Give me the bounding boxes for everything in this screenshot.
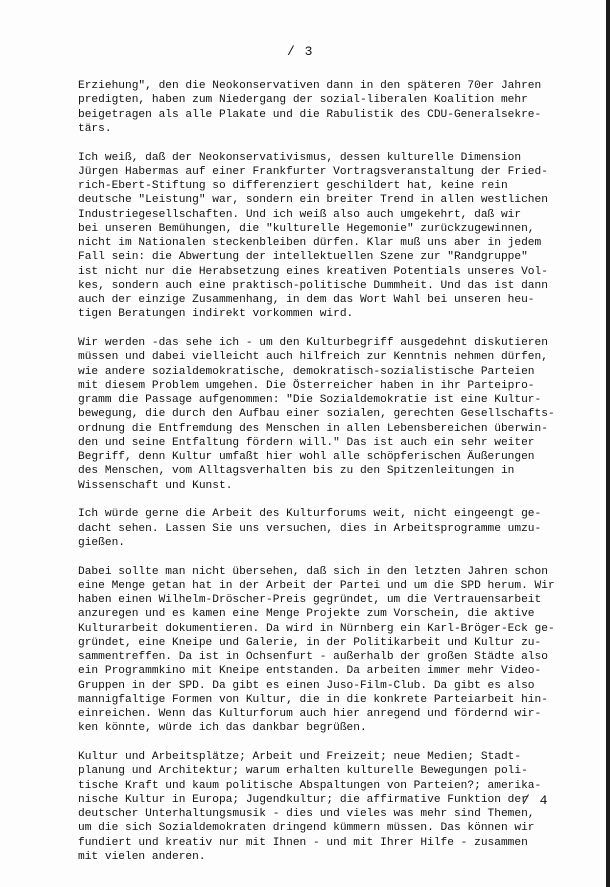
text-line: Ich weiß, daß der Neokonservativismus, dessen kulturelle Dimension [78,151,522,164]
text-line: anzuregen und es kamen eine Menge Projekte zum Vorschein, die aktive [78,608,535,621]
text-line: fundiert und kreativ nur mit Ihnen - und mit Ihrer Hilfe - zusammen [78,836,528,849]
text-line: planung und Architektur; warum erhalten kulturelle Bewegungen poli- [78,765,528,778]
text-line: auch der einzige Zusammenhang, in dem das Wort Wahl bei unseren heu- [78,294,535,306]
text-line: nische Kultur in Europa; Jugendkultur; die affirmative Funktion der [78,793,528,806]
text-line: wie andere sozialdemokratische, demokratisch-sozialistische Parteien [78,365,535,378]
paragraph [78,565,592,736]
text-line: mannigfaltige Formen von Kultur, die in die konkrete Parteiarbeit hin- [78,693,548,706]
paragraph [78,336,592,493]
paragraph [78,79,592,136]
text-line: Kultur und Arbeitsplätze; Arbeit und Freizeit; neue Medien; Stadt- [78,751,522,763]
text-line: mit vielen anderen. [78,850,206,863]
text-line: ordnung die Entfremdung des Menschen in allen Lebensbereichen überwin- [78,422,548,435]
text-line: des Menschen, vom Alltagsverhalten bis zu den Spitzenleitungen in [78,465,515,478]
text-line: tigen Beratungen indirekt vorkommen wird. [78,308,354,321]
text-line: gründet, eine Kneipe und Galerie, in der Politikarbeit und Kultur zu- [78,636,542,649]
text-line: Begriff, denn Kultur umfaßt hier wohl alle schöpferischen Äußerungen [78,451,535,463]
text-line: gießen. [78,536,125,549]
text-line: mit diesem Problem umgehen. Die Österreicher haben in ihr Parteipro- [78,379,535,392]
text-line: sammentreffen. Da ist in Ochsenfurt - außerhalb der großen Städte also [78,651,548,663]
text-line: rich-Ebert-Stiftung so differenziert geschildert hat, keine rein [78,180,508,192]
body-text [78,79,592,879]
text-line: Erziehung", den die Neokonservativen dann in den späteren 70er Jahren [78,80,542,92]
text-line: ein Programmkino mit Kneipe entstanden. Da arbeiten immer mehr Video- [78,665,542,678]
text-line: Kulturarbeit dokumentieren. Da wird in Nürnberg ein Karl-Bröger-Eck ge- [78,622,555,635]
text-line: tärs. [78,122,112,135]
text-line: Fall sein: die Abwertung der intellektuellen Szene zur "Randgruppe" [78,251,528,264]
text-line: tische Kraft und kaum politische Abspaltungen von Parteien?; amerika- [78,779,542,792]
text-line: um die sich Sozialdemokraten dringend kümmern müssen. Das können wir [78,822,535,835]
scan-edge [606,0,610,887]
text-line: gramm die Passage aufgenommen: "Die Sozialdemokratie ist eine Kultur- [78,394,542,406]
text-line: Wissenschaft und Kunst. [78,479,233,492]
text-line: dacht sehen. Lassen Sie uns versuchen, dies in Arbeitsprogramme umzu- [78,522,542,535]
text-line: ken könnte, würde ich das dankbar begrüßen. [78,722,367,735]
paragraph [78,750,592,864]
text-line: Jürgen Habermas auf einer Frankfurter Vortragsveranstaltung der Fried- [78,165,548,178]
text-line: Industriegesellschaften. Und ich weiß also auch umgekehrt, daß wir [78,208,522,221]
text-line: einreichen. Wenn das Kulturforum auch hier anregend und fördernd wir- [78,708,542,720]
text-line: eine Menge getan hat in der Arbeit der Partei und um die SPD herum. Wir [78,579,555,592]
paragraph [78,151,592,322]
text-line: kes, sondern auch eine praktisch-politische Dummheit. Und das ist dann [78,279,548,292]
page-number-bottom: / 4 [522,793,549,808]
text-line: ist nicht nur die Herabsetzung eines kreativen Potentials unseres Vol- [78,265,548,278]
text-line: deutscher Unterhaltungsmusik - dies und vieles was mehr sind Themen, [78,808,535,820]
text-line: haben einen Wilhelm-Dröscher-Preis gegründet, um die Vertrauensarbeit [78,594,542,606]
text-line: Gruppen in der SPD. Da gibt es einen Juso-Film-Club. Da gibt es also [78,679,535,692]
page-number-top: / 3 [287,44,314,59]
text-line: deutsche "Leistung" war, sondern ein breiter Trend in allen westlichen [78,194,548,207]
text-line: bewegung, die durch den Aufbau einer sozialen, gerechten Gesellschafts- [78,408,555,421]
text-line: nicht im Nationalen steckenbleiben dürfen. Klar muß uns aber in jedem [78,237,542,249]
text-line: beigetragen als alle Plakate und die Rabulistik des CDU-Generalsekre- [78,108,542,121]
text-line: Ich würde gerne die Arbeit des Kulturforums weit, nicht eingeengt ge- [78,508,542,521]
paragraph [78,507,592,550]
text-line: predigten, haben zum Niedergang der sozial-liberalen Koalition mehr [78,94,528,107]
text-line: den und seine Entfaltung fördern will." Das ist auch ein sehr weiter [78,436,535,449]
text-line: bei unseren Bemühungen, die "kulturelle Hegemonie" zurückzugewinnen, [78,222,535,235]
text-line: müssen und dabei vielleicht auch hilfreich zur Kenntnis nehmen dürfen, [78,351,548,364]
text-line: Dabei sollte man nicht übersehen, daß sich in den letzten Jahren schon [78,565,548,578]
text-line: Wir werden -das sehe ich - um den Kulturbegriff ausgedehnt diskutieren [78,337,548,349]
